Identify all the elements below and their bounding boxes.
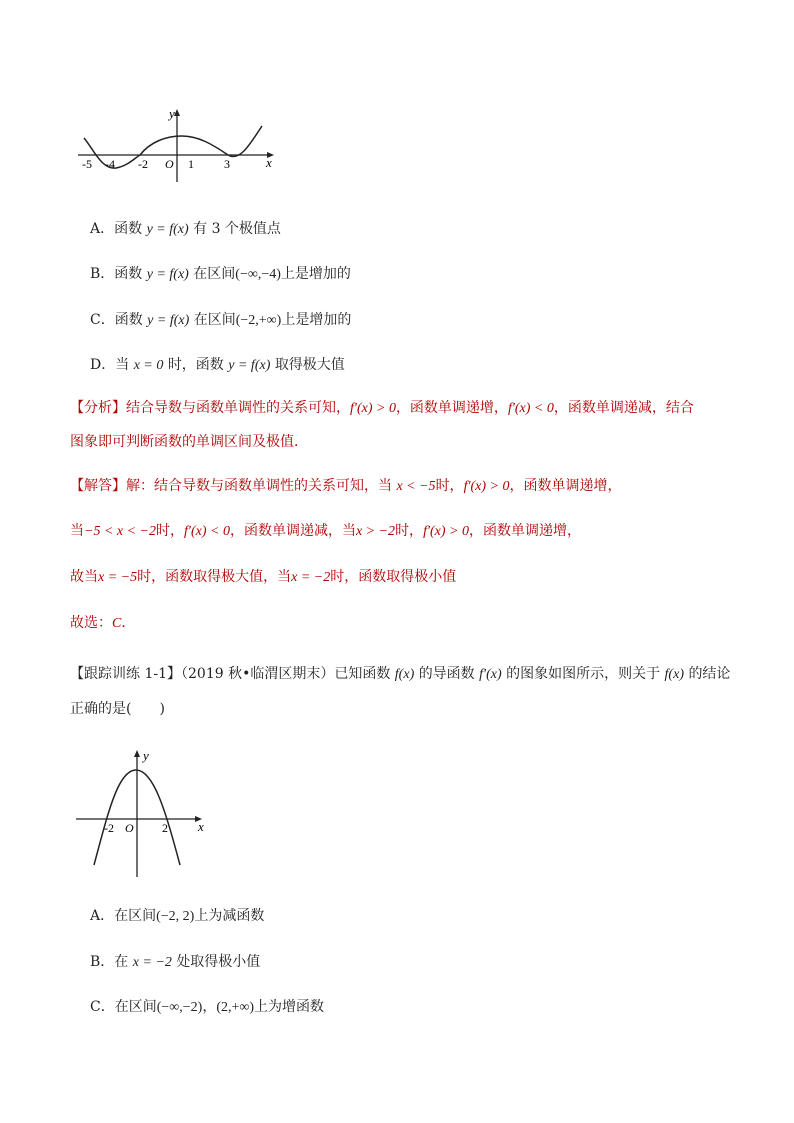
axis-label-x: x	[266, 155, 272, 170]
option-b: B．函数 y = f(x) 在区间(−∞,−4)上是增加的	[90, 266, 351, 282]
tick-label: 3	[224, 157, 230, 171]
graph-1	[74, 104, 284, 184]
tick-label: -5	[82, 157, 92, 171]
origin-label: O	[165, 157, 174, 171]
y-axis-arrow	[174, 109, 180, 116]
solution-answer: 故选：C．	[70, 615, 136, 631]
axis-label-y: y	[169, 106, 175, 121]
tick-label: -2	[104, 821, 114, 835]
tick-label: 1	[188, 157, 194, 171]
solution-line-2: 当−5 < x < −2时，f′(x) < 0，函数单调递减，当x > −2时，f′(x) > 0，函数单调递增，	[70, 523, 581, 539]
axis-label-x: x	[198, 819, 204, 834]
axis-label-y: y	[143, 748, 149, 763]
option-d: D．当 x = 0 时，函数 y = f(x) 取得极大值	[90, 357, 345, 373]
solution-line-1: 【解答】解：结合导数与函数单调性的关系可知，当 x < −5时，f′(x) > 0，函数单调递增，	[70, 478, 622, 494]
question-2-line-2: 正确的是( )	[70, 701, 165, 717]
question-2-line-1: 【跟踪训练 1-1】（2019 秋•临渭区期末）已知函数 f(x) 的导函数 f′(x) 的图象如图所示，则关于 f(x) 的结论	[70, 666, 731, 682]
q2-option-c: C．在区间(−∞,−2)，(2,+∞)上为增函数	[90, 999, 325, 1015]
option-a: A．函数 y = f(x) 有 3 个极值点	[90, 221, 281, 237]
question-2-tag: 【跟踪训练 1-1】	[70, 666, 181, 682]
origin-label: O	[125, 821, 134, 835]
tick-label: -4	[105, 157, 115, 171]
tick-label: 2	[162, 821, 168, 835]
tick-label: -2	[138, 157, 148, 171]
y-axis-arrow	[134, 750, 140, 757]
q2-option-b: B．在 x = −2 处取得极小值	[90, 954, 261, 970]
option-c: C．函数 y = f(x) 在区间(−2,+∞)上是增加的	[90, 312, 352, 328]
analysis-line-2: 图象即可判断函数的单调区间及极值．	[70, 434, 308, 450]
solution-line-3: 故当x = −5时，函数取得极大值，当x = −2时，函数取得极小值	[70, 569, 457, 585]
q2-option-a: A．在区间(−2, 2)上为减函数	[90, 908, 265, 924]
graph-2	[74, 745, 214, 880]
analysis-line-1: 【分析】结合导数与函数单调性的关系可知，f′(x) > 0，函数单调递增，f′(x) < 0，函数单调递减，结合	[70, 400, 694, 416]
solution-tag: 【解答】	[70, 478, 126, 494]
analysis-tag: 【分析】	[70, 400, 126, 416]
